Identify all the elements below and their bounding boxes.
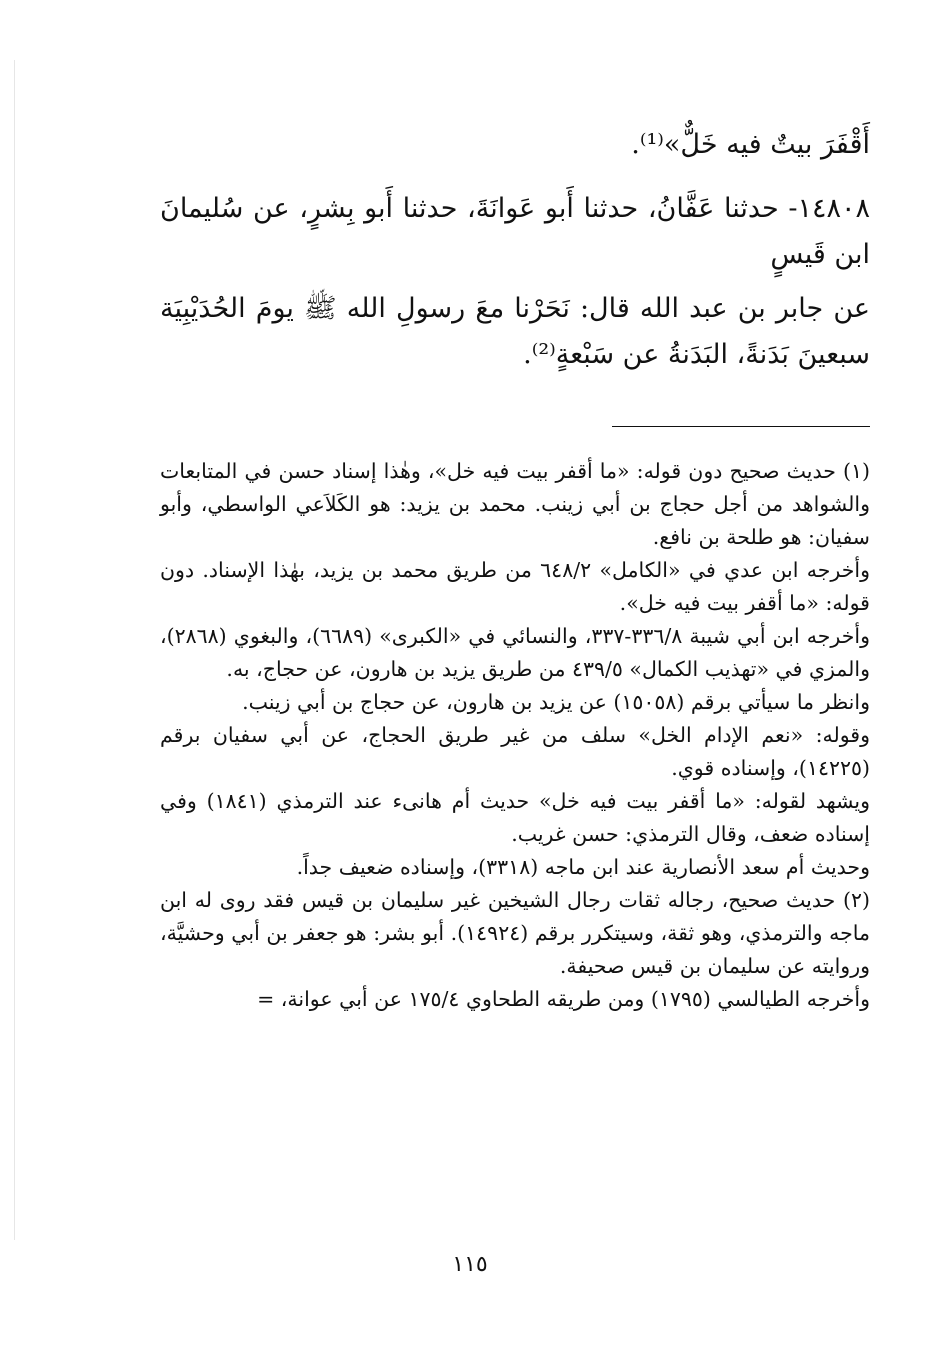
main-text [160, 122, 870, 378]
footnote-para: وأخرجه الطيالسي (١٧٩٥) ومن طريقه الطحاوي ١٧٥/٤ عن أبي عوانة، = [257, 987, 870, 1011]
page-number: ١١٥ [452, 1252, 488, 1277]
scan-edge-line [14, 60, 15, 1240]
footnote-1: (١) حديث صحيح دون قوله: «ما أقفر بيت فيه خل»، وهٰذا إسناد حسن في المتابعات والشواهد من أجل حجاج بن أبي زينب. محمد بن يزيد: هو الكَلاَعي الواسطي، وأبو سفيان: هو طلحة بن نافع. [160, 459, 870, 549]
footnote-para: وقوله: «نعم الإدام الخل» سلف من غير طريق الحجاج، عن أبي سفيان برقم (١٤٢٢٥)، وإسناده قوي. [160, 723, 870, 780]
footnote-2: (٢) حديث صحيح، رجاله ثقات رجال الشيخين غير سليمان بن قيس فقد روى له ابن ماجه والترمذي، وهو ثقة، وسيتكرر برقم (١٤٩٢٤). أبو بشر: هو جعفر بن أبي وحشيَّة، وروايته عن سليمان بن قيس صحيفة. [160, 888, 870, 978]
footnote-separator [612, 426, 870, 427]
footnote-para: وأخرجه ابن أبي شيبة ٣٣٦/٨-٣٣٧، والنسائي في «الكبرى» (٦٦٨٩)، والبغوي (٢٨٦٨)، والمزي في «تهذيب الكمال» ٤٣٩/٥ من طريق يزيد بن هارون، عن حجاج، به. [160, 624, 871, 681]
main-line-1: أَقْفَرَ بيتٌ فيه خَلٌّ»⁽¹⁾. [631, 129, 870, 160]
footnote-para: وحديث أم سعد الأنصارية عند ابن ماجه (٣٣١٨)، وإسناده ضعيف جداً. [296, 855, 870, 879]
hadith-14808-isnad: ١٤٨٠٨- حدثنا عَفَّانُ، حدثنا أَبو عَوانَةَ، حدثنا أَبو بِشرٍ، عن سُليمانَ ابن قَيسٍ [160, 193, 870, 270]
footnote-para: ويشهد لقوله: «ما أقفر بيت فيه خل» حديث أم هانىء عند الترمذي (١٨٤١) وفي إسناده ضعف، وقال الترمذي: حسن غريب. [160, 789, 870, 846]
footnotes [160, 455, 870, 1016]
footnote-para: وانظر ما سيأتي برقم (١٥٠٥٨) عن يزيد بن هارون، عن حجاج بن أبي زينب. [242, 690, 870, 714]
footnote-para: وأخرجه ابن عدي في «الكامل» ٦٤٨/٢ من طريق محمد بن يزيد، بهٰذا الإسناد. دون قوله: «ما أقفر بيت فيه خل». [160, 558, 871, 615]
hadith-14808-matn: عن جابر بن عبد الله قال: نَحَرْنا معَ رسولِ الله ﷺ يومَ الحُدَيْبِيَة سبعينَ بَدَنةً، البَدَنةُ عن سَبْعةٍ⁽²⁾. [160, 293, 870, 370]
